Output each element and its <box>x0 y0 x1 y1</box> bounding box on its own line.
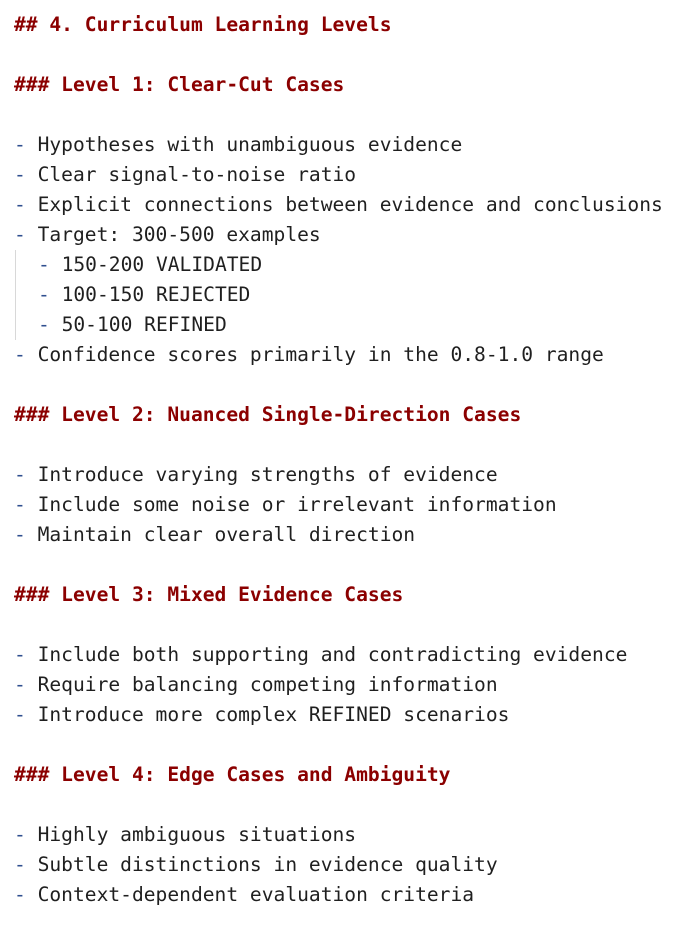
section-heading: ## 4. Curriculum Learning Levels <box>14 13 392 36</box>
indent-guide <box>15 250 16 340</box>
list-item-text: Clear signal-to-noise ratio <box>37 163 357 186</box>
list-item-text: Introduce varying strengths of evidence <box>37 463 498 486</box>
list-item-text: 50-100 REFINED <box>61 313 227 336</box>
list-item-text: Context-dependent evaluation criteria <box>37 883 475 906</box>
bullet-dash: - <box>14 163 38 186</box>
list-item-text: Confidence scores primarily in the 0.8-1.0 range <box>37 343 604 366</box>
list-item <box>14 850 694 880</box>
bullet-dash: - <box>14 883 38 906</box>
level-2-heading: ### Level 2: Nuanced Single-Direction Cases <box>14 403 522 426</box>
list-item-text: 150-200 VALIDATED <box>61 253 263 276</box>
list-item-text: Subtle distinctions in evidence quality <box>37 853 498 876</box>
bullet-dash: - <box>14 643 38 666</box>
list-item <box>14 520 694 550</box>
nested-list-item <box>38 310 694 340</box>
list-item-text: Require balancing competing information <box>37 673 498 696</box>
blank-line <box>14 100 694 130</box>
list-item <box>14 460 694 490</box>
list-item <box>14 190 694 220</box>
blank-line <box>14 610 694 640</box>
list-item <box>14 820 694 850</box>
bullet-dash: - <box>14 133 38 156</box>
bullet-dash: - <box>14 673 38 696</box>
bullet-dash: - <box>14 493 38 516</box>
level-4-heading: ### Level 4: Edge Cases and Ambiguity <box>14 763 451 786</box>
list-item <box>14 490 694 520</box>
markdown-editor[interactable] <box>14 10 694 910</box>
nested-list-item <box>38 280 694 310</box>
list-item-text: Highly ambiguous situations <box>37 823 357 846</box>
blank-line <box>14 370 694 400</box>
list-item-text: Maintain clear overall direction <box>37 523 416 546</box>
level-1-heading: ### Level 1: Clear-Cut Cases <box>14 73 345 96</box>
bullet-dash: - <box>14 223 38 246</box>
bullet-dash: - <box>14 523 38 546</box>
bullet-dash: - <box>14 853 38 876</box>
bullet-dash: - <box>38 253 62 276</box>
blank-line <box>14 430 694 460</box>
bullet-dash: - <box>14 823 38 846</box>
list-item-text: Include some noise or irrelevant information <box>37 493 557 516</box>
bullet-dash: - <box>14 463 38 486</box>
list-item-text: Target: 300-500 examples <box>37 223 321 246</box>
list-item-text: Include both supporting and contradicting evidence <box>37 643 628 666</box>
list-item <box>14 160 694 190</box>
list-item <box>14 340 694 370</box>
blank-line <box>14 730 694 760</box>
list-item <box>14 130 694 160</box>
list-item <box>14 670 694 700</box>
bullet-dash: - <box>38 313 62 336</box>
bullet-dash: - <box>14 703 38 726</box>
list-item <box>14 220 694 250</box>
list-item-text: Explicit connections between evidence and conclusions <box>37 193 663 216</box>
bullet-dash: - <box>14 193 38 216</box>
level-3-heading: ### Level 3: Mixed Evidence Cases <box>14 583 404 606</box>
nested-list <box>14 250 694 340</box>
bullet-dash: - <box>14 343 38 366</box>
list-item <box>14 700 694 730</box>
blank-line <box>14 790 694 820</box>
list-item-text: 100-150 REJECTED <box>61 283 251 306</box>
list-item <box>14 640 694 670</box>
list-item-text: Hypotheses with unambiguous evidence <box>37 133 463 156</box>
list-item <box>14 880 694 910</box>
list-item-text: Introduce more complex REFINED scenarios <box>37 703 510 726</box>
blank-line <box>14 40 694 70</box>
nested-list-item <box>38 250 694 280</box>
blank-line <box>14 550 694 580</box>
bullet-dash: - <box>38 283 62 306</box>
